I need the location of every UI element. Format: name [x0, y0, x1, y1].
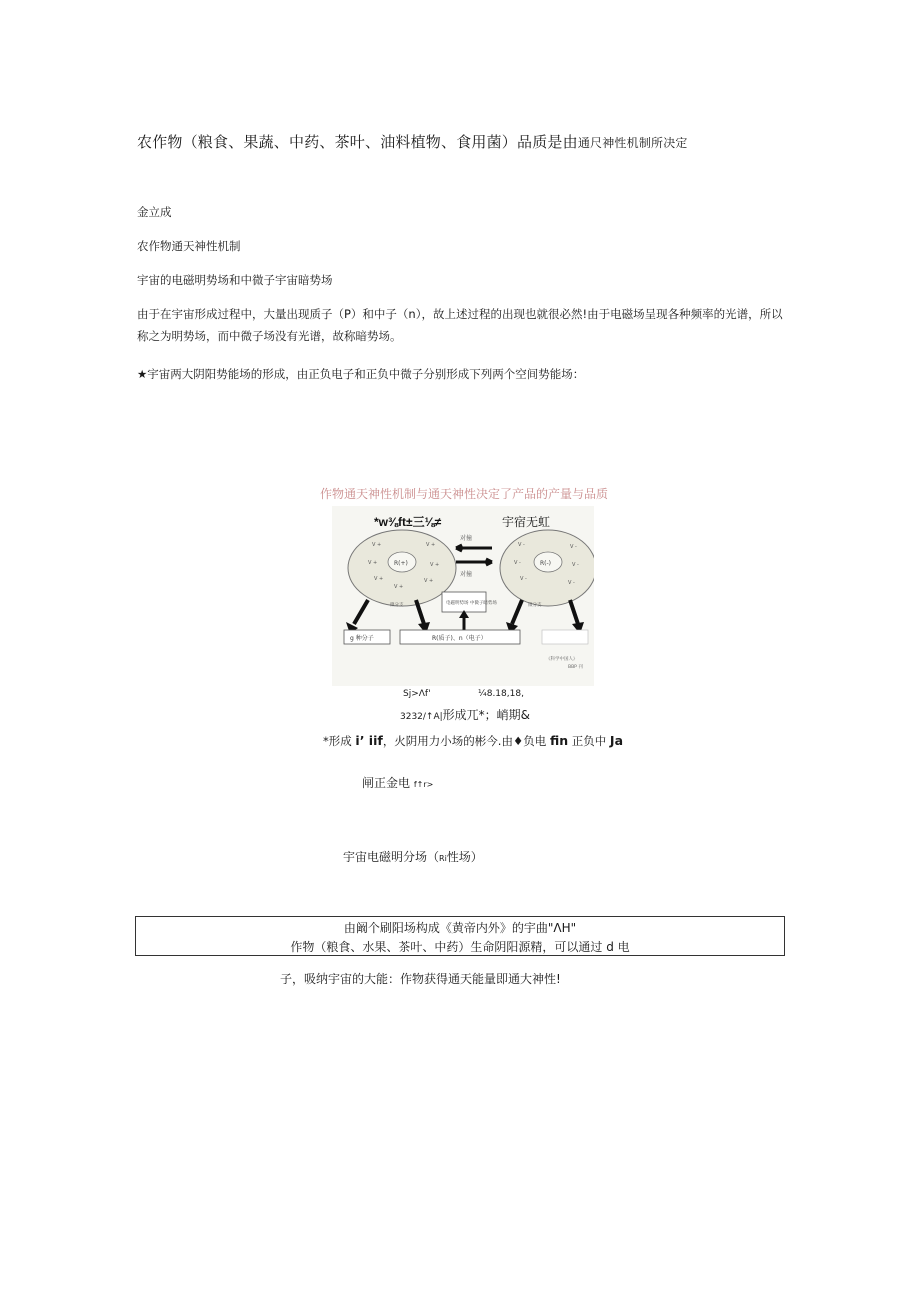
- svg-text:V +: V +: [394, 584, 404, 590]
- line-field-b: Ri: [439, 854, 447, 863]
- right-center-label: R(-): [540, 560, 552, 567]
- line-gate: [362, 774, 433, 791]
- line-form-f: Ja: [609, 733, 624, 748]
- diagram-svg: [332, 506, 594, 686]
- svg-text:V +: V +: [424, 578, 434, 584]
- fig-text-1a: Sj>Λf': [403, 689, 431, 699]
- arrow-bottom-label: 对撞: [460, 571, 473, 578]
- line-form-a: *形成: [323, 734, 352, 748]
- svg-text:V -: V -: [520, 576, 527, 582]
- svg-text:V +: V +: [374, 576, 384, 582]
- note-2: BBP 刊: [568, 665, 583, 670]
- box-mid-label: R(质子)、n（电子）: [432, 635, 487, 642]
- boxed-note-line-2: 作物（粮食、水果、茶叶、中药）生命阴阳源精，可以通过 d 电: [290, 940, 630, 954]
- svg-text:V -: V -: [518, 542, 525, 548]
- svg-text:V -: V -: [514, 560, 521, 566]
- svg-text:V +: V +: [372, 542, 382, 548]
- document-title: [137, 131, 688, 152]
- line-form-e: 正负中: [571, 734, 607, 748]
- fig-text-1b: ¼8.18,18,: [478, 689, 524, 699]
- boxed-note-line-1: 由阚个刷阳场构成《黄帝内外》的宇曲"ΛH": [343, 921, 577, 935]
- paragraph-1: 由于在宇宙形成过程中，大量出现质子（P）和中子（n），故上述过程的出现也就很必然!由于电磁场呈现各种频率的光谱，所以称之为明势场，而中微子场没有光谱，故称暗势场。: [137, 307, 783, 343]
- boxed-note: [135, 916, 785, 956]
- box-left-label: g 种分子: [350, 635, 374, 642]
- document-title-suffix: 通尺神性机制所决定: [577, 136, 688, 150]
- line-form-d: fin: [549, 733, 569, 748]
- closing-line: 子，吸纳宇宙的大能：作物获得通天能量即通大神性!: [280, 972, 561, 986]
- fig-text-2a: 3232/↑A|: [400, 712, 443, 722]
- line-field-c: 性场）: [446, 850, 483, 864]
- mid-box-label: 电磁明势场 中微子暗势场: [446, 601, 497, 606]
- box-right: [542, 630, 588, 644]
- arrow-top-label: 对撞: [460, 535, 473, 542]
- author: 金立成: [137, 205, 172, 219]
- document-title-main: 农作物（粮食、果蔬、中药、茶叶、油料植物、食用菌）品质是由: [137, 133, 578, 151]
- left-side-label: 微分支: [390, 603, 404, 608]
- line-form-c: ，火阴用力小场的彬今.由♦负电: [382, 734, 547, 748]
- line-form-b: i’ iif: [355, 733, 383, 748]
- mid-side-label: 微分支: [528, 603, 542, 608]
- section-heading-1: 农作物通天神性机制: [137, 239, 241, 253]
- line-field: [343, 848, 483, 865]
- fig-text-line-2: [400, 704, 530, 723]
- svg-text:V +: V +: [426, 542, 436, 548]
- figure-caption: 作物通天神性机制与通天神性决定了产品的产量与品质: [320, 487, 609, 501]
- svg-text:V -: V -: [570, 544, 577, 550]
- paragraph-2: ★宇宙两大阴阳势能场的形成，由正负电子和正负中微子分别形成下列两个空间势能场：: [137, 367, 585, 381]
- left-center-label: R(+): [394, 560, 408, 567]
- svg-text:V +: V +: [430, 562, 440, 568]
- svg-text:V -: V -: [568, 580, 575, 586]
- note-1: 《科学中国人》: [546, 657, 578, 662]
- line-gate-a: 闸正金电: [362, 776, 411, 790]
- left-label: *w⅜ft±三⅛≠: [374, 515, 442, 529]
- line-form: [323, 733, 623, 749]
- line-gate-b: f↑r>: [413, 780, 434, 789]
- svg-text:V +: V +: [368, 560, 378, 566]
- figure-diagram: [332, 506, 594, 686]
- right-label: 宇宿无虹: [502, 515, 551, 529]
- svg-text:V -: V -: [572, 562, 579, 568]
- line-field-a: 宇宙电磁明分场（: [343, 850, 440, 864]
- section-heading-2: 宇宙的电磁明势场和中微子宇宙暗势场: [137, 273, 333, 287]
- fig-text-2b: 形成兀*；峭期&: [442, 708, 531, 722]
